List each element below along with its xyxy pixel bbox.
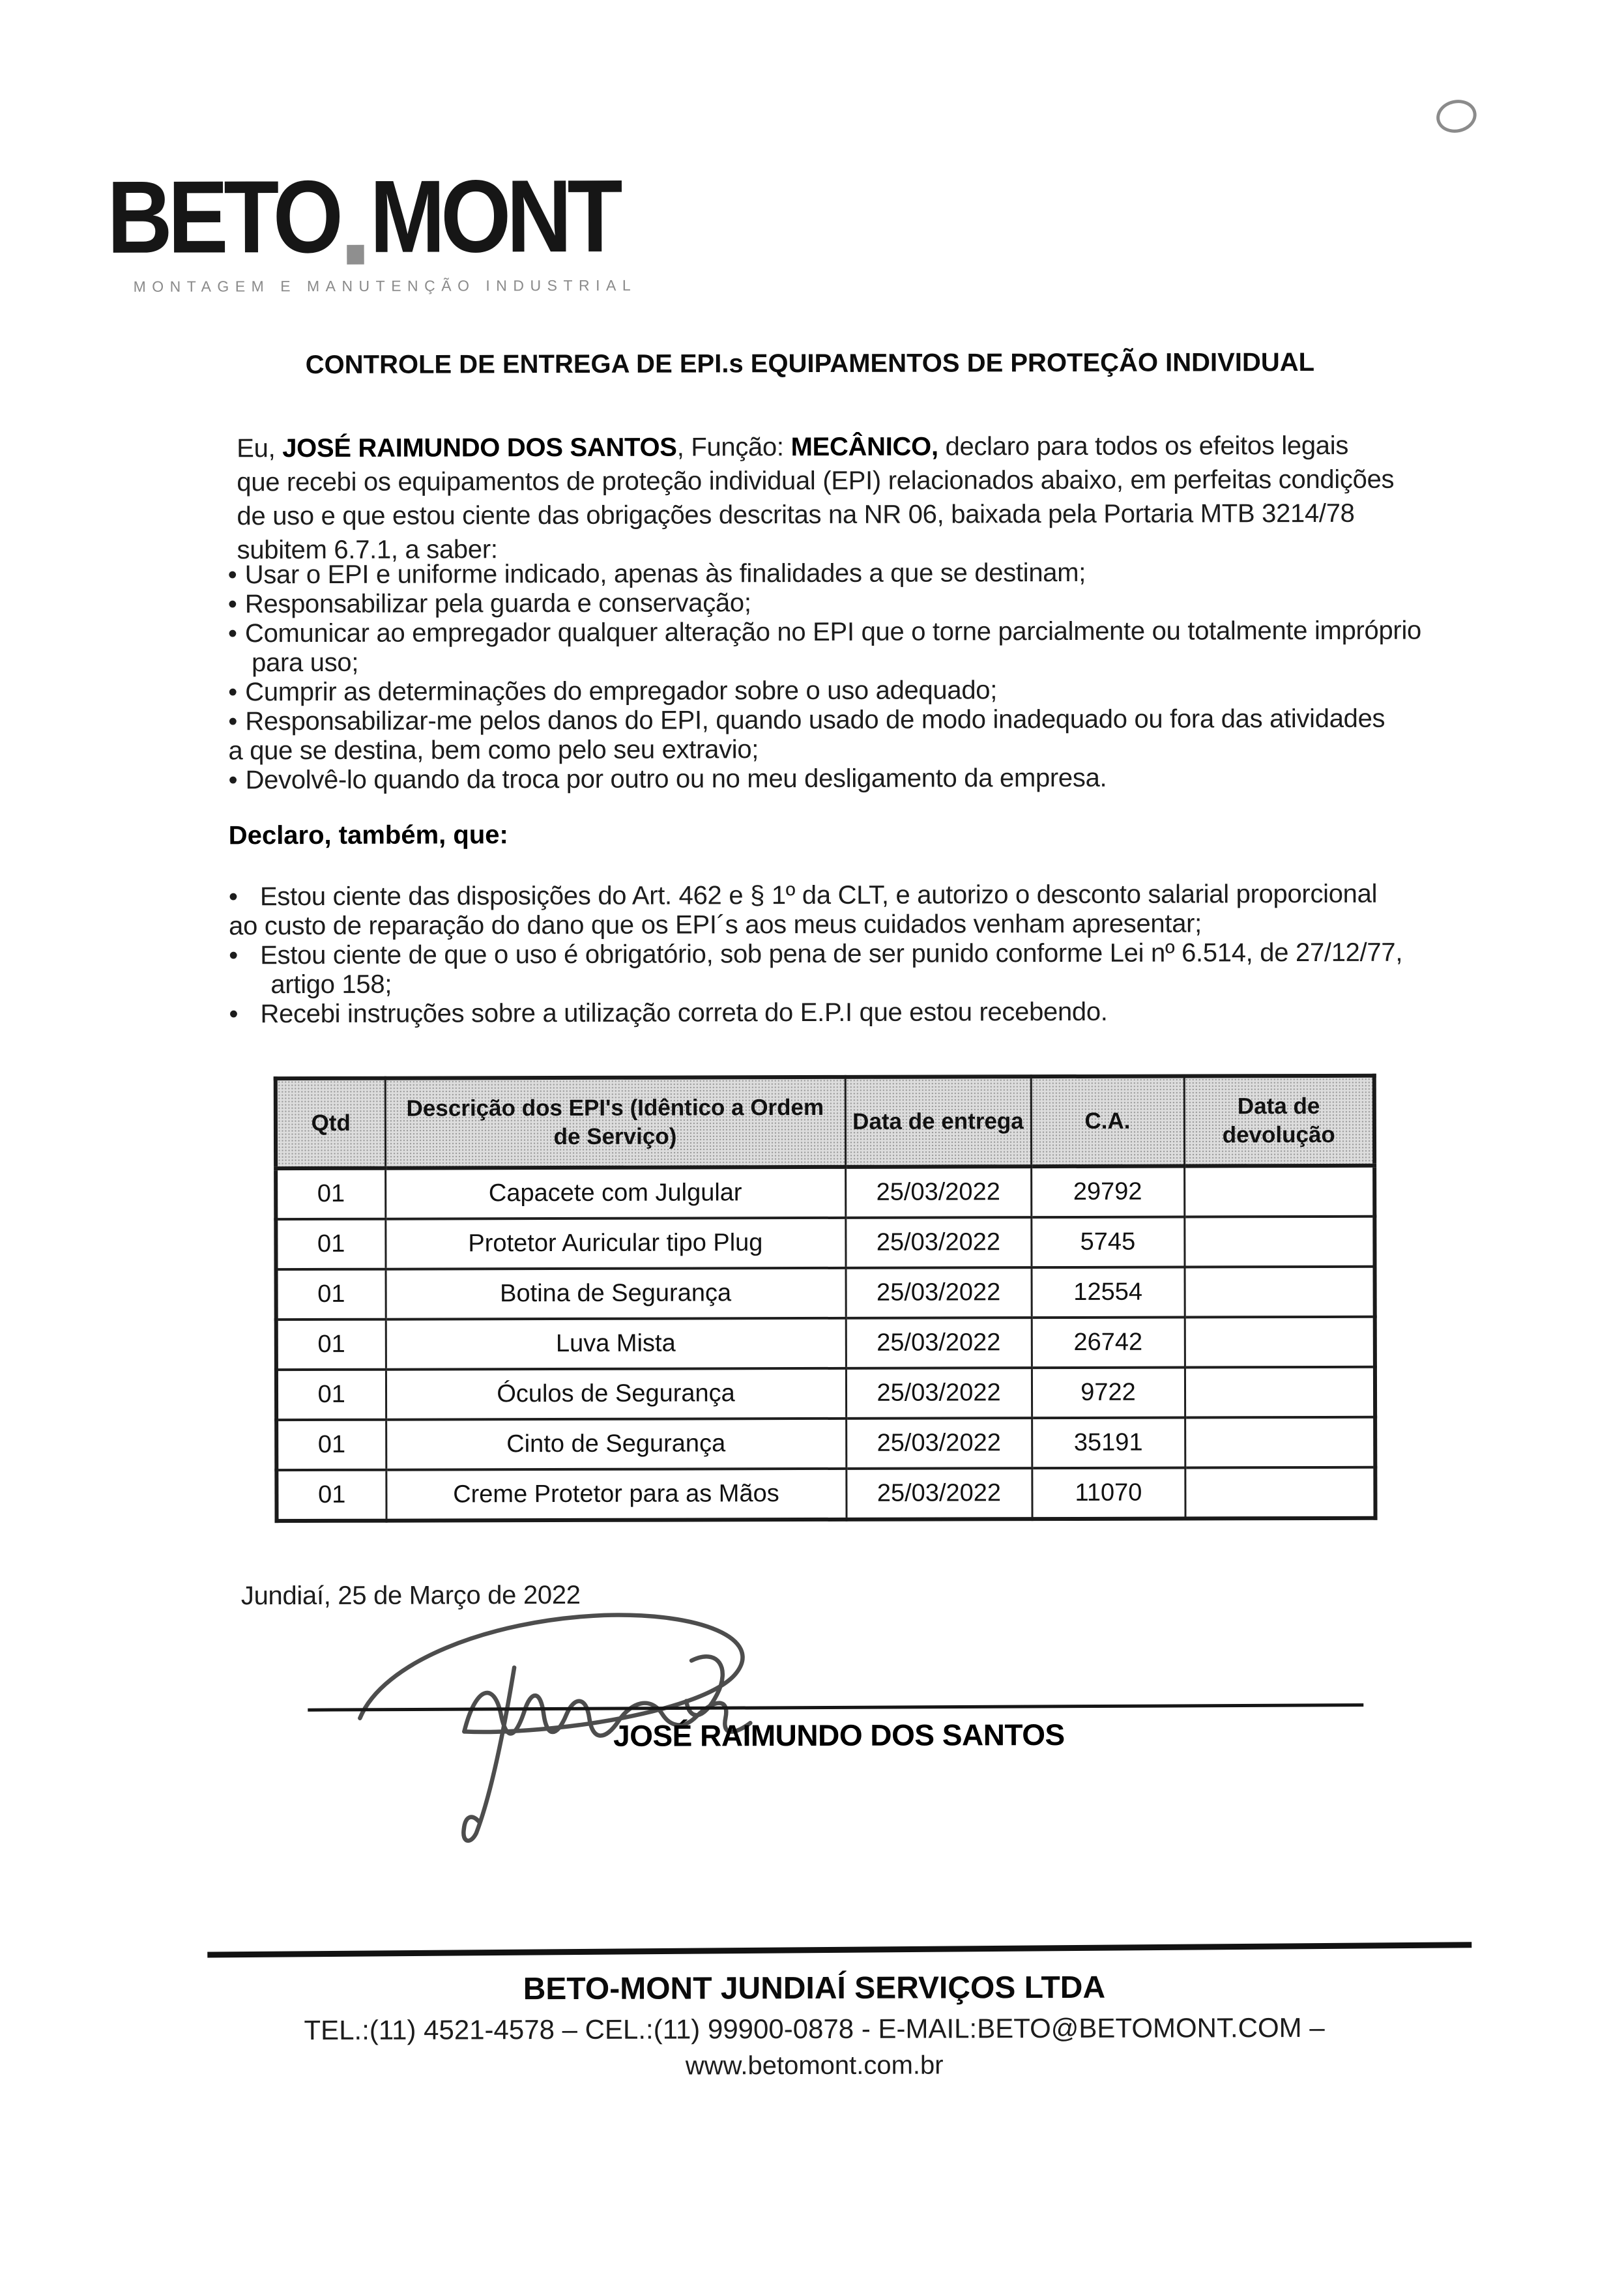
cell-ca: 9722 <box>1032 1368 1185 1419</box>
bullet-marker: • <box>228 707 238 736</box>
bullet-continuation: a que se destina, bem como pelo seu extravio; <box>228 735 759 766</box>
signatory-name: JOSÉ RAIMUNDO DOS SANTOS <box>613 1717 1065 1753</box>
table-row <box>276 1417 1375 1470</box>
declarations-list <box>229 880 1402 1030</box>
cell-descricao: Protetor Auricular tipo Plug <box>385 1218 845 1269</box>
intro-line: Eu, JOSÉ RAIMUNDO DOS SANTOS, Função: MECÂNICO, declaro para todos os efeitos legais <box>237 431 1349 463</box>
epi-table <box>274 1074 1378 1523</box>
cell-ca: 29792 <box>1031 1166 1184 1218</box>
logo-tagline: MONTAGEM E MANUTENÇÃO INDUSTRIAL <box>133 276 637 295</box>
logo-wordmark <box>107 158 618 275</box>
bullet-line: • Responsabilizar-me pelos danos do EPI, quando usado de modo inadequado ou fora das atividades <box>228 704 1385 736</box>
cell-qtd: 01 <box>276 1168 385 1219</box>
table-row <box>276 1217 1374 1269</box>
bullet-marker: • <box>229 1000 239 1029</box>
logo-dot-square <box>347 245 364 265</box>
bullet-continuation: ao custo de reparação do dano que os EPI´s aos meus cuidados venham apresentar; <box>229 909 1202 941</box>
cell-devolucao <box>1185 1417 1375 1468</box>
logo-text-beto: BETO <box>107 159 340 275</box>
cell-descricao: Creme Protetor para as Mãos <box>386 1469 846 1521</box>
cell-entrega: 25/03/2022 <box>845 1217 1031 1268</box>
bullet-marker: • <box>229 941 239 970</box>
bullet-marker: • <box>228 678 237 707</box>
cell-entrega: 25/03/2022 <box>846 1468 1032 1520</box>
cell-descricao: Botina de Segurança <box>386 1268 846 1319</box>
cell-qtd: 01 <box>276 1470 386 1521</box>
bullet-marker: • <box>227 560 237 590</box>
cell-ca: 35191 <box>1032 1418 1185 1469</box>
bullet-marker: • <box>227 619 237 648</box>
cell-descricao: Óculos de Segurança <box>386 1368 846 1420</box>
intro-line: subitem 6.7.1, a saber: <box>237 535 498 565</box>
table-row <box>276 1267 1375 1319</box>
cell-devolucao <box>1184 1217 1374 1267</box>
footer-rule <box>207 1942 1472 1957</box>
bullet-continuation: para uso; <box>252 648 359 678</box>
table-row <box>276 1367 1375 1420</box>
footer-company: BETO-MONT JUNDIAÍ SERVIÇOS LTDA <box>523 1970 1106 2007</box>
cell-devolucao <box>1185 1317 1375 1368</box>
bullet-continuation: artigo 158; <box>270 970 392 1000</box>
signature-place-date: Jundiaí, 25 de Março de 2022 <box>240 1580 581 1611</box>
intro-line: que recebi os equipamentos de proteção individual (EPI) relacionados abaixo, em perfeitas condições <box>237 465 1395 497</box>
cell-qtd: 01 <box>276 1319 386 1370</box>
header-data-devolucao: Data de devolução <box>1184 1076 1374 1166</box>
bullet-line: • Comunicar ao empregador qualquer alteração no EPI que o torne parcialmente ou totalmente impróprio <box>227 616 1422 648</box>
intro-paragraph <box>227 429 1394 568</box>
bullet-line: • Recebi instruções sobre a utilização correta do E.P.I que estou recebendo. <box>229 997 1108 1029</box>
header-qtd: Qtd <box>276 1078 385 1168</box>
declaro-heading: Declaro, também, que: <box>228 820 508 850</box>
footer-website: www.betomont.com.br <box>685 2051 944 2081</box>
epi-table-header <box>276 1076 1374 1168</box>
obligations-list <box>228 558 1422 796</box>
cell-entrega: 25/03/2022 <box>846 1318 1032 1368</box>
cell-entrega: 25/03/2022 <box>846 1418 1032 1469</box>
table-row <box>276 1317 1375 1370</box>
cell-devolucao <box>1185 1267 1375 1318</box>
cell-ca: 26742 <box>1032 1318 1185 1368</box>
table-row <box>276 1166 1374 1219</box>
cell-devolucao <box>1184 1166 1374 1217</box>
cell-entrega: 25/03/2022 <box>845 1166 1031 1218</box>
table-row <box>276 1467 1375 1521</box>
cell-qtd: 01 <box>276 1420 386 1470</box>
bullet-line: • Estou ciente de que o uso é obrigatório, sob pena de ser punido conforme Lei nº 6.514, de 27/12/77, <box>229 938 1403 970</box>
cell-descricao: Cinto de Segurança <box>386 1419 846 1470</box>
logo-text-mont: MONT <box>370 158 618 274</box>
bullet-line: • Estou ciente das disposições do Art. 462 e § 1º da CLT, e autorizo o desconto salarial proporcional <box>228 879 1378 912</box>
cell-qtd: 01 <box>276 1219 385 1269</box>
cell-qtd: 01 <box>276 1370 386 1420</box>
cell-ca: 12554 <box>1032 1267 1185 1318</box>
bullet-line: • Cumprir as determinações do empregador sobre o uso adequado; <box>228 676 998 707</box>
header-descricao: Descrição dos EPI's (Idêntico a Ordem de Serviço) <box>385 1077 845 1168</box>
cell-ca: 5745 <box>1031 1217 1184 1268</box>
cell-descricao: Capacete com Julgular <box>385 1167 845 1219</box>
cell-entrega: 25/03/2022 <box>846 1368 1032 1419</box>
bullet-line: • Responsabilizar pela guarda e conservação; <box>227 588 751 619</box>
cell-descricao: Luva Mista <box>386 1318 846 1370</box>
header-ca: C.A. <box>1031 1076 1184 1167</box>
cell-qtd: 01 <box>276 1269 386 1319</box>
bullet-marker: • <box>227 590 237 619</box>
header-data-entrega: Data de entrega <box>845 1076 1031 1167</box>
employee-name: JOSÉ RAIMUNDO DOS SANTOS <box>282 433 677 463</box>
footer-contact: TEL.:(11) 4521-4578 – CEL.:(11) 99900-0878 - E-MAIL:BETO@BETOMONT.COM – <box>304 2011 1325 2046</box>
employee-role: MECÂNICO, <box>790 432 938 462</box>
cell-entrega: 25/03/2022 <box>846 1267 1032 1318</box>
cell-devolucao <box>1185 1367 1375 1418</box>
cell-devolucao <box>1185 1467 1375 1519</box>
bullet-marker: • <box>228 766 238 795</box>
bullet-marker: • <box>228 882 238 912</box>
cell-ca: 11070 <box>1032 1468 1185 1520</box>
page-title: CONTROLE DE ENTREGA DE EPI.s EQUIPAMENTOS DE PROTEÇÃO INDIVIDUAL <box>305 347 1315 380</box>
bullet-line: • Usar o EPI e uniforme indicado, apenas às finalidades a que se destinam; <box>227 558 1086 590</box>
pen-circle-mark <box>1433 96 1479 136</box>
bullet-line: • Devolvê-lo quando da troca por outro ou no meu desligamento da empresa. <box>228 763 1107 795</box>
intro-line: de uso e que estou ciente das obrigações descritas na NR 06, baixada pela Portaria MTB 3214/78 <box>237 498 1355 531</box>
logo <box>107 158 688 295</box>
